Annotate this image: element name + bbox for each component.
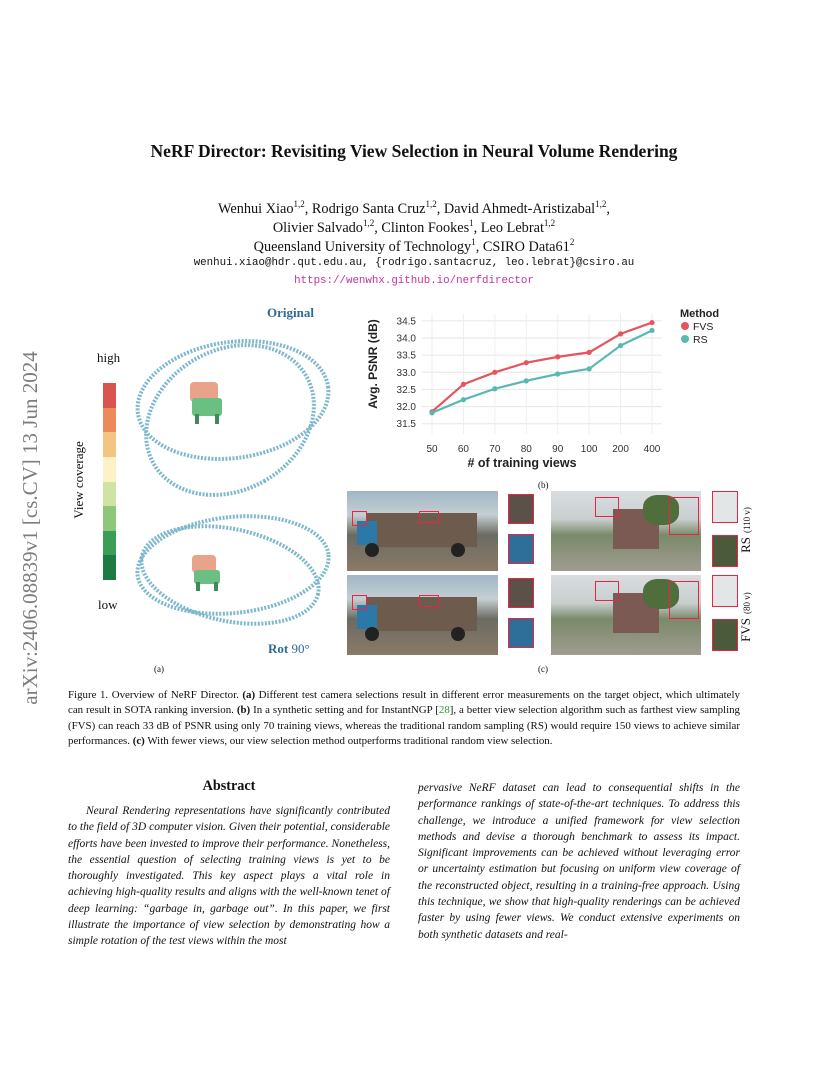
affiliation-number: 2 — [569, 237, 575, 247]
y-tick-label: 31.5 — [396, 419, 416, 431]
label-rot — [268, 641, 310, 657]
data-point-rs — [461, 397, 466, 402]
affiliation-line — [60, 232, 768, 257]
view-coverage-colorbar — [103, 383, 116, 580]
camera-rings-illustration — [120, 310, 350, 650]
y-tick-label: 33.0 — [396, 367, 416, 379]
label-rs-views — [737, 480, 757, 580]
affiliation: , CSIRO Data61 — [475, 238, 570, 255]
x-tick-label: 90 — [552, 444, 564, 455]
x-tick-label: 200 — [612, 444, 629, 455]
y-axis-ticks — [397, 316, 417, 430]
legend-label-rs: RS — [693, 334, 708, 346]
author-name: Wenhui Xiao — [218, 200, 294, 217]
data-point-fvs — [649, 320, 654, 325]
data-point-fvs — [524, 360, 529, 365]
paper-title: NeRF Director: Revisiting View Selection in Neural Volume Rendering — [150, 141, 678, 161]
author-name: , David Ahmedt-Aristizabal — [436, 200, 596, 217]
arxiv-identifier: arXiv:2406.08839v1 [cs.CV] 13 Jun 2024 — [18, 351, 42, 705]
caption-text-b-cont: ], a better view selection algorithm such as farthest view sampling (FVS) can reach 33 dB of PSNR using only 70 training views, whereas the traditional random sampling (RS) would require 150 views to achieve similar performances. — [68, 704, 741, 748]
x-tick-label: 80 — [520, 444, 532, 455]
y-tick-label: 33.5 — [396, 350, 416, 362]
colorbar-segment — [103, 506, 116, 531]
psnr-line-chart — [360, 300, 740, 478]
author-name: Olivier Salvado — [272, 219, 363, 236]
author-name: , Clinton Fookes — [374, 219, 470, 236]
legend-label-fvs: FVS — [693, 321, 714, 333]
data-point-fvs — [618, 331, 623, 336]
x-tick-label: 70 — [489, 444, 501, 455]
caption-prefix: Figure 1. Overview of NeRF Director. — [68, 689, 239, 701]
project-url[interactable]: https://wenwhx.github.io/nerfdirector — [294, 275, 534, 287]
abstract-text-left: Neural Rendering representations have significantly contributed to the field of 3D computer vision. Given their potential, considerable efforts have been invested to improve their performance. Nonetheless, the essential question of selecting training views is yet to be thoroughly investigated. This key aspect plays a vital role in achieving high-quality results and aligns with the well-known tenet of deep learning: “garbage in, garbage out”. In this paper, we first illustrate the importance of view selection by demonstrating how a simple rotation of the test views within the most — [68, 805, 390, 948]
y-tick-label: 32.0 — [396, 402, 416, 414]
truck-crop-rs-1 — [508, 494, 534, 524]
truck-crop-fvs-2 — [508, 618, 534, 648]
author-name: , Rodrigo Santa Cruz — [304, 200, 426, 217]
author-affiliation: 1,2 — [293, 199, 305, 209]
x-tick-label: 50 — [426, 444, 438, 455]
colorbar-segment — [103, 432, 116, 457]
playground-crop-rs-2 — [712, 535, 738, 567]
subcaption-c: (c) — [538, 664, 548, 674]
abstract-text-right: pervasive NeRF dataset can lead to consequential shifts in the performance rankings of state-of-the-art techniques. To address this challenge, we introduce a unified framework for view selection methods and devise a thorough benchmark to assess its impact. Significant improvements can be achieved without leveraging error or uncertainty estimation but focusing on uniform view coverage of the reconstructed object, resulting in a training-free approach. Using this technique, we show that high-quality renderings can be achieved faster by using fewer views. We conduct extensive experiments on both synthetic datasets and real- — [418, 782, 740, 941]
x-tick-label: 100 — [580, 444, 598, 455]
label-fvs-views — [737, 567, 757, 667]
label-high: high — [97, 350, 121, 365]
author-emails: wenhui.xiao@hdr.qut.edu.au, {rodrigo.santacruz, leo.lebrat}@csiro.au — [193, 257, 635, 269]
data-point-rs — [524, 378, 529, 383]
data-point-fvs — [587, 350, 592, 355]
label-rot-degrees: 90° — [291, 641, 310, 656]
playground-crop-rs-1 — [712, 491, 738, 523]
data-point-fvs — [461, 382, 466, 387]
playground-crop-fvs-1 — [712, 575, 738, 607]
y-tick-label: 32.5 — [396, 384, 416, 396]
truck-crop-rs-2 — [508, 534, 534, 564]
playground-render-fvs — [551, 575, 701, 655]
fvs-label: FVS — [738, 617, 753, 642]
caption-tag-c: (c) — [132, 735, 145, 748]
colorbar-segment — [103, 555, 116, 580]
label-view-coverage: View coverage — [71, 441, 86, 519]
x-tick-label: 60 — [457, 444, 469, 455]
citation-link[interactable]: 28 — [438, 704, 450, 717]
x-axis-label: # of training views — [467, 456, 577, 470]
colorbar-segment — [103, 457, 116, 482]
data-point-rs — [587, 366, 592, 371]
caption-tag-a: (a) — [242, 689, 256, 701]
data-point-rs — [555, 371, 560, 376]
caption-text-a: Different test camera selections result in different error measurements on the target object, which ultimately can result in SOTA ranking inversion. — [68, 689, 740, 717]
playground-crop-fvs-2 — [712, 619, 738, 651]
colorbar-segment — [103, 383, 116, 408]
truck-render-rs — [347, 491, 498, 571]
author-name: , Leo Lebrat — [473, 219, 544, 236]
data-point-rs — [492, 386, 497, 391]
rs-view-count: (110 v) — [742, 507, 752, 534]
colorbar-segment — [103, 408, 116, 433]
data-point-rs — [429, 410, 434, 415]
affiliation: Queensland University of Technology — [253, 238, 472, 255]
truck-render-fvs — [347, 575, 498, 655]
author-affiliation: 1,2 — [425, 199, 437, 209]
label-rot-text: Rot — [268, 641, 289, 656]
x-tick-label: 400 — [643, 444, 661, 455]
playground-render-rs — [551, 491, 701, 571]
figure-caption — [68, 688, 740, 750]
legend-marker-fvs — [681, 322, 689, 330]
y-axis-label: Avg. PSNR (dB) — [366, 319, 380, 409]
author-affiliation: 1,2 — [543, 218, 556, 228]
caption-text-b: In a synthetic setting and for InstantNGP [ — [253, 704, 439, 717]
subcaption-a: (a) — [154, 664, 164, 674]
legend-title: Method — [680, 308, 720, 320]
label-original: Original — [267, 305, 314, 320]
data-point-rs — [649, 328, 654, 333]
chart-legend — [681, 321, 713, 346]
caption-tag-b: (b) — [236, 704, 251, 717]
colorbar-segment — [103, 531, 116, 556]
author-affiliation: 1 — [469, 218, 474, 228]
y-tick-label: 34.5 — [396, 316, 416, 328]
caption-text-c: With fewer views, our view selection method outperforms traditional random view selection. — [147, 735, 553, 748]
author-affiliation: 1,2 — [362, 218, 375, 228]
legend-marker-rs — [681, 335, 689, 343]
subcaption-b: (b) — [538, 480, 549, 490]
fvs-view-count: (80 v) — [742, 592, 752, 614]
author-affiliation: 1,2 — [595, 199, 607, 209]
chair-object-bottom — [192, 555, 220, 591]
affiliation-number: 1 — [471, 237, 476, 247]
colorbar-segment — [103, 482, 116, 507]
data-point-fvs — [555, 354, 560, 359]
rs-label: RS — [738, 537, 753, 553]
label-low: low — [98, 597, 118, 612]
abstract-heading: Abstract — [202, 778, 256, 794]
x-axis-ticks — [426, 444, 660, 455]
chair-object-top — [190, 382, 222, 424]
data-point-fvs — [492, 370, 497, 375]
truck-crop-fvs-1 — [508, 578, 534, 608]
separator: , — [606, 200, 610, 217]
y-tick-label: 34.0 — [396, 333, 416, 345]
data-point-rs — [618, 343, 623, 348]
